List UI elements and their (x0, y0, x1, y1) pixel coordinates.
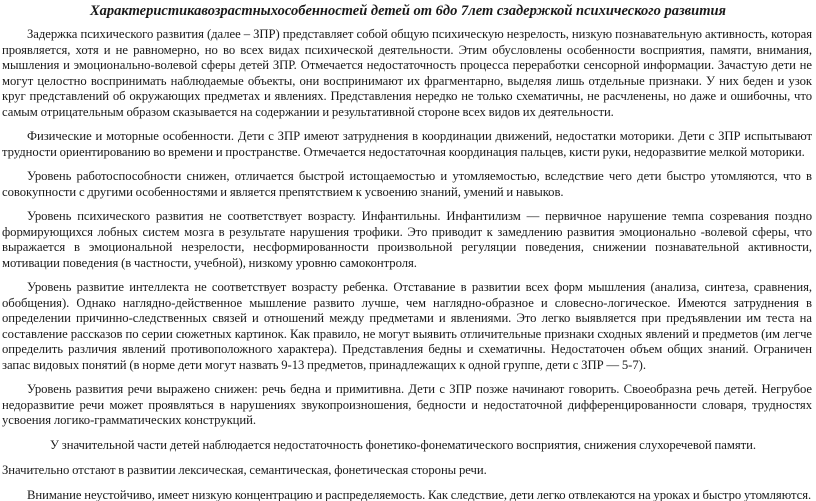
paragraph-attention: Внимание неустойчиво, имеет низкую концентрацию и распределяемость. Как следствие, дети легко отвлекаются на уроках и быстро утомляются. (27, 488, 812, 501)
document-title: Характеристикавозрастныхособенностей детей от 6до 7лет сзадержкой психического развития (89, 3, 727, 19)
paragraph-lexical: Значительно отстают в развитии лексическая, семантическая, фонетическая стороны речи. (2, 463, 487, 477)
paragraph-intellect: Уровень развитие интеллекта не соответствует возрасту ребенка. Отставание в развитии всех форм мышления (анализа, синтеза, сравнения, обобщения). Однако наглядно-действенное мышление развито лучше, чем наглядно-образное и словесно-логическое. Имеются затруднения в определении причинно-следственных связей и отношений между предметами и явлениями. Это легко выявляется при предъявлении им теста на составление рассказов по серии сюжетных картинок. Как правило, не могут выявить отличительные признаки сходных явлений и предметов (им легче определить различия явлений противоположного характера). Представления бедны и схематичны. Недостаточен объем общих знаний. Ограничен запас видовых понятий (в норме дети могут назвать 9-13 предметов, принадлежащих к одной группе, дети с ЗПР — 5-7). (2, 280, 812, 372)
paragraph-motor: Физические и моторные особенности. Дети с ЗПР имеют затруднения в координации движений, недостатки моторики. Дети с ЗПР испытывают трудности ориентированию во времени и пространстве. Отмечается недостаточная координация пальцев, кисти руки, недоразвитие мелкой моторики. (2, 129, 812, 159)
paragraph-mental-level: Уровень психического развития не соответствует возрасту. Инфантильны. Инфантилизм — первичное нарушение темпа созревания поздно формирующихся лобных систем мозга в результате нарушения трофики. Это приводит к замедлению развития эмоционально -волевой сферы, что выражается в эмоциональной незрелости, несформированности произвольной регуляции поведения, снижении познавательной активности, мотивации поведения (в частности, учебной), низкому уровню самоконтроля. (2, 209, 812, 270)
paragraph-workability: Уровень работоспособности снижен, отличается быстрой истощаемостью и утомляемостью, вследствие чего дети быстро утомляются, что в совокупности с другими особенностями и является препятствием к усвоению знаний, умений и навыков. (2, 169, 812, 199)
paragraph-intro: Задержка психического развития (далее – ЗПР) представляет собой общую психическую незрелость, низкую познавательную активность, которая проявляется, хотя и не равномерно, но во всех видах психической деятельности. Этим обусловлены особенности восприятия, памяти, внимания, мышления и эмоционально-волевой сферы детей ЗПР. Отмечается недостаточность процесса переработки сенсорной информации. Зачастую дети не могут целостно воспринимать наблюдаемые объекты, они воспринимают их фрагментарно, выделяя лишь отдельные признаки. У них беден и узок круг представлений об окружающих предметах и явлениях. Представления нередко не только схематичны, не расчленены, но даже и ошибочны, что самым отрицательным образом сказывается на содержании и результативной стороне всех видов их деятельности. (2, 27, 812, 119)
paragraph-speech: Уровень развития речи выражено снижен: речь бедна и примитивна. Дети с ЗПР позже начинают говорить. Своеобразна речь детей. Негрубое недоразвитие речи может проявляться в нарушениях звукопроизношения, бедности и недостаточной дифференцированности словаря, трудностях усвоения логико-грамматических конструкций. (2, 382, 812, 428)
paragraph-phonetic: У значительной части детей наблюдается недостаточность фонетико-фонематического восприятия, снижения слухоречевой памяти. (50, 438, 756, 452)
